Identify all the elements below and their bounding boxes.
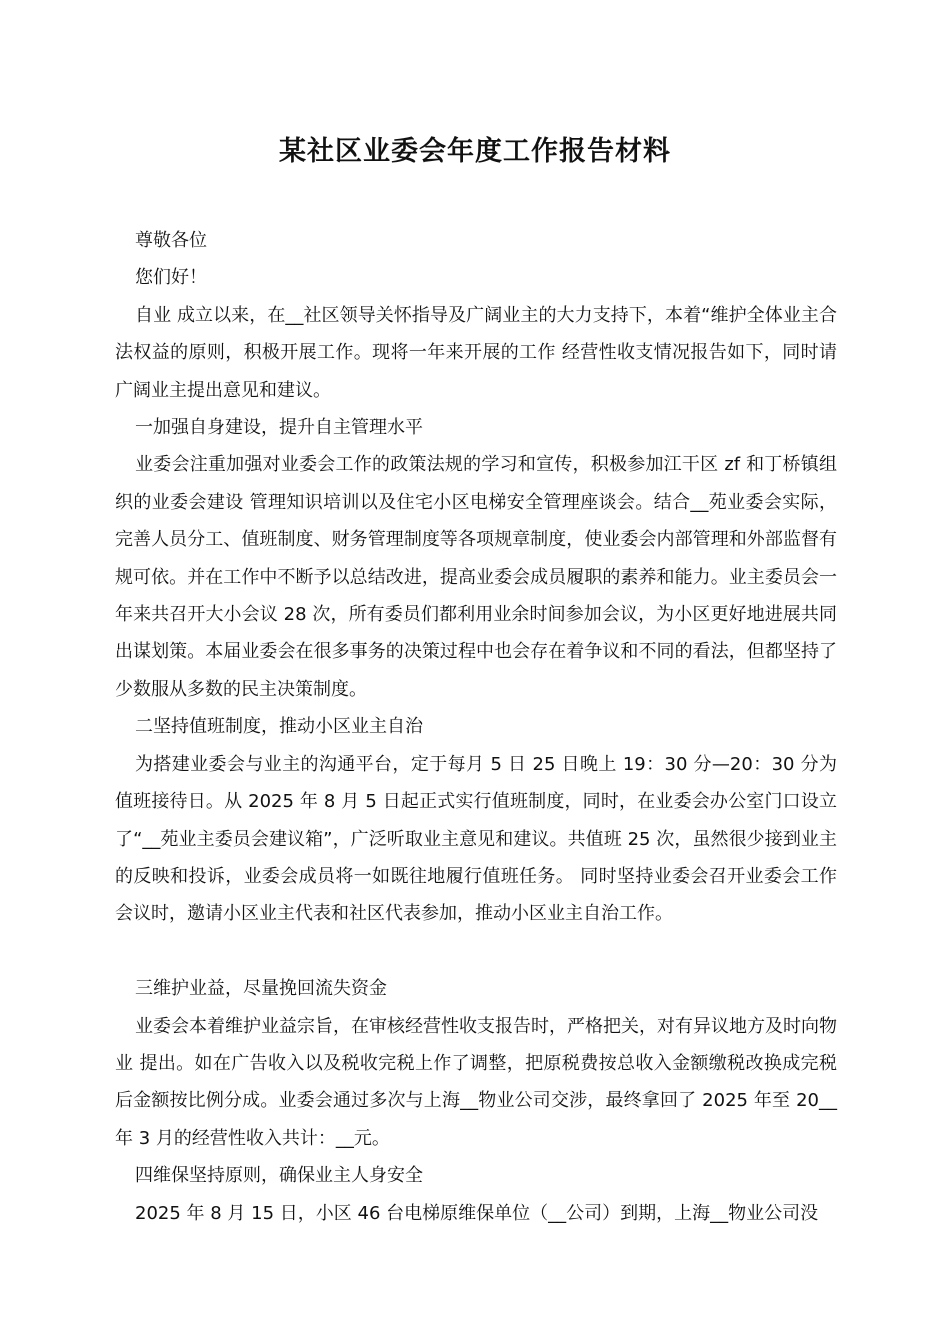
section-body-3: 业委会本着维护业益宗旨，在审核经营性收支报告时，严格把关，对有异议地方及时向物业 提出。如在广告收入以及税收完税上作了调整，把原税费按总收入金额缴税改换成完税后金额按比例分成。业委会通过多次与上海__物业公司交涉，最终拿回了 2025 年至 20__年 3 月的经营性收入共计：__元。 xyxy=(115,1015,837,1149)
blank-line xyxy=(115,933,837,970)
section-body-2: 为搭建业委会与业主的沟通平台，定于每月 5 日 25 日晚上 19：30 分—20：30 分为值班接待日。从 2025 年 8 月 5 日起正式实行值班制度，同时，在业委会办公室门口设立了“__苑业主委员会建议箱”，广泛听取业主意见和建议。共值班 25 次，虽然很少接到业主的反映和投诉，业委会成员将一如既往地履行值班任务。 同时坚持业委会召开业委会工作会议时，邀请小区业主代表和社区代表参加，推动小区业主自治工作。 xyxy=(115,753,837,925)
greeting: 您们好！ xyxy=(135,267,207,289)
salutation: 尊敬各位 xyxy=(135,230,207,251)
section-heading-3: 三维护业益，尽量挽回流失资金 xyxy=(135,978,387,1000)
section-heading-4: 四维保坚持原则，确保业主人身安全 xyxy=(135,1165,423,1187)
document-body xyxy=(115,222,837,1232)
intro-paragraph: 自业 成立以来，在__社区领导关怀指导及广阔业主的大力支持下，本着“维护全体业主合法权益的原则，积极开展工作。现将一年来开展的工作 经营性收支情况报告如下，同时请广阔业主提出意见和建议。 xyxy=(115,304,837,401)
section-body-1: 业委会注重加强对业委会工作的政策法规的学习和宣传，积极参加江干区 zf 和丁桥镇组织的业委会建设 管理知识培训以及住宅小区电梯安全管理座谈会。结合__苑业委会实际，完善人员分工、值班制度、财务管理制度等各项规章制度，使业委会内部管理和外部监督有规可依。并在工作中不断予以总结改进，提高业委会成员履职的素养和能力。业主委员会一年来共召开大小会议 28 次，所有委员们都利用业余时间参加会议，为小区更好地进展共同出谋划策。本届业委会在很多事务的决策过程中也会存在着争议和不同的看法，但都坚持了少数服从多数的民主决策制度。 xyxy=(115,454,837,700)
section-heading-1: 一加强自身建设，提升自主管理水平 xyxy=(135,417,423,439)
section-body-4: 2025 年 8 月 15 日，小区 46 台电梯原维保单位（__公司）到期，上海__物业公司没 xyxy=(135,1202,819,1224)
section-heading-2: 二坚持值班制度，推动小区业主自治 xyxy=(135,716,423,738)
document-title: 某社区业委会年度工作报告材料 xyxy=(279,136,671,167)
